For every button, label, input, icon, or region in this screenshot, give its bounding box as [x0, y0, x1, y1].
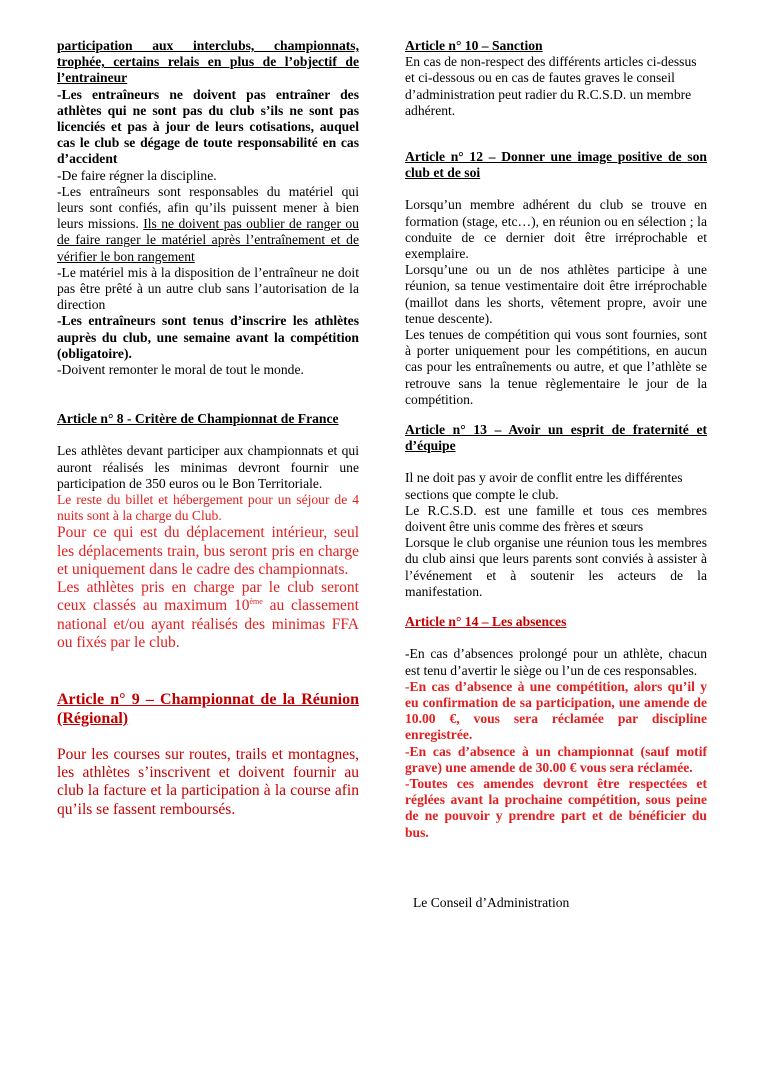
right-column: [405, 38, 707, 841]
article-13-paragraph-1: Il ne doit pas y avoir de conflit entre les différentes sections que compte le club.: [405, 470, 683, 502]
article-12-paragraph-2: Lorsqu’une ou un de nos athlètes participe à une réunion, sa tenue vestimentaire doit être irréprochable (maillot dans les shorts, vêtement propre, avoir une tenue descente).: [405, 262, 707, 326]
article-10-paragraph: En cas de non-respect des différents articles ci-dessus et ci-dessous ou en cas de fautes graves le conseil d’administration peut radier du R.C.S.D. un membre adhérent.: [405, 54, 697, 118]
article-8-p4-text-end: au classement national et/ou ayant réalisés des minimas FFA ou fixés par le club.: [57, 597, 359, 651]
article-14-paragraph-3: -En cas d’absence à un championnat (sauf motif grave) une amende de 30.00 € vous sera réclamée.: [405, 743, 707, 775]
left-column: [57, 38, 359, 819]
article-9-paragraph-1: Pour les courses sur routes, trails et montagnes, les athlètes s’inscrivent et doivent fournir au club la facture et la participation à la course afin qu’ils se fassent remboursés.: [57, 745, 359, 818]
article-8-paragraph-1: Les athlètes devant participer aux championnats et qui auront réalisés les minimas devront fournir une participation de 350 euros ou le Bon Territoriale.: [57, 443, 359, 491]
paragraph-discipline: -De faire régner la discipline.: [57, 167, 217, 183]
article-8-paragraph-4: [57, 579, 359, 652]
article-13-paragraph-3: Lorsque le club organise une réunion tous les membres du club ainsi que leurs parents sont conviés à assister à l’événement et à soutenir les acteurs de la manifestation.: [405, 535, 707, 599]
article-9-title: Article n° 9 – Championnat de la Réunion (Régional): [57, 690, 359, 727]
article-8-p4-text: Les athlètes pris en charge par le club seront ceux classés au maximum 10: [57, 579, 359, 615]
paragraph-interclubs: participation aux interclubs, championnats, trophée, certains relais en plus de l’objectif de l’entraineur: [57, 38, 359, 86]
article-8-title: Article n° 8 - Critère de Championnat de France: [57, 411, 339, 427]
article-14-title: Article n° 14 – Les absences: [405, 614, 567, 630]
signature: Le Conseil d’Administration: [413, 895, 570, 910]
article-13-paragraph-2: Le R.C.S.D. est une famille et tous ces membres doivent être unis comme des frères et sœurs: [405, 502, 707, 535]
paragraph-materiel: [57, 184, 359, 265]
materiel-rangement-text: Ils ne doivent pas oublier de ranger ou de faire ranger le matériel après l’entraînement et de vérifier le bon rangement: [57, 216, 359, 264]
article-12-paragraph-1: Lorsqu’un membre adhérent du club se trouve en formation (stage, etc…), en réunion ou en sélection ; la conduite de ce dernier doit être irréprochable et exemplaire.: [405, 197, 707, 262]
article-8-paragraph-3: Pour ce qui est du déplacement intérieur, seul les déplacements train, bus seront pris en charge et uniquement dans le cadre des championnats.: [57, 524, 359, 578]
article-12-paragraph-3: Les tenues de compétition qui vous sont fournies, sont à porter uniquement pour les compétitions, en aucun cas pour les entraînements ou autre, et que l’athlète se retrouve sans la tenue règlementaire le jour de la compétition.: [405, 327, 707, 407]
article-14-paragraph-2: -En cas d’absence à une compétition, alors qu’il y eu confirmation de sa participation, une amende de 10.00 €, vous sera réclamée par discipline enregistrée.: [405, 678, 707, 743]
paragraph-moral: -Doivent remonter le moral de tout le monde.: [57, 362, 304, 378]
article-8-paragraph-2: Le reste du billet et hébergement pour un séjour de 4 nuits sont à la charge du Club.: [57, 492, 359, 524]
article-10-title: Article n° 10 – Sanction: [405, 38, 543, 53]
article-13-title: Article n° 13 – Avoir un esprit de fraternité et d’équipe: [405, 422, 707, 454]
paragraph-inscription: -Les entraîneurs sont tenus d’inscrire les athlètes auprès du club, une semaine avant la compétition (obligatoire).: [57, 313, 359, 361]
article-8-p4-sup: ème: [249, 597, 263, 607]
paragraph-pret-materiel: -Le matériel mis à la disposition de l’entraîneur ne doit pas être prêté à un autre club sans l’autorisation de la direction: [57, 264, 359, 313]
article-14-paragraph-1: -En cas d’absences prolongé pour un athlète, chacun est tenu d’avertir le siège ou l’un de ces responsables.: [405, 646, 707, 678]
article-14-paragraph-4: -Toutes ces amendes devront être respectées et réglées avant la prochaine compétition, sous peine de ne pouvoir y prendre part et de bénéficier du bus.: [405, 775, 707, 840]
article-12-title: Article n° 12 – Donner une image positive de son club et de soi: [405, 149, 707, 181]
materiel-text: -Les entraîneurs sont responsables du matériel qui leurs sont confiés, afin qu’ils puissent mener à bien leurs missions.: [57, 183, 359, 232]
paragraph-licence-rule: -Les entraîneurs ne doivent pas entraîner des athlètes qui ne sont pas du club s’ils ne sont pas licenciés et pas à jour de leurs cotisations, auquel cas le club se dégage de toute responsabilité en cas d’accident: [57, 86, 359, 167]
